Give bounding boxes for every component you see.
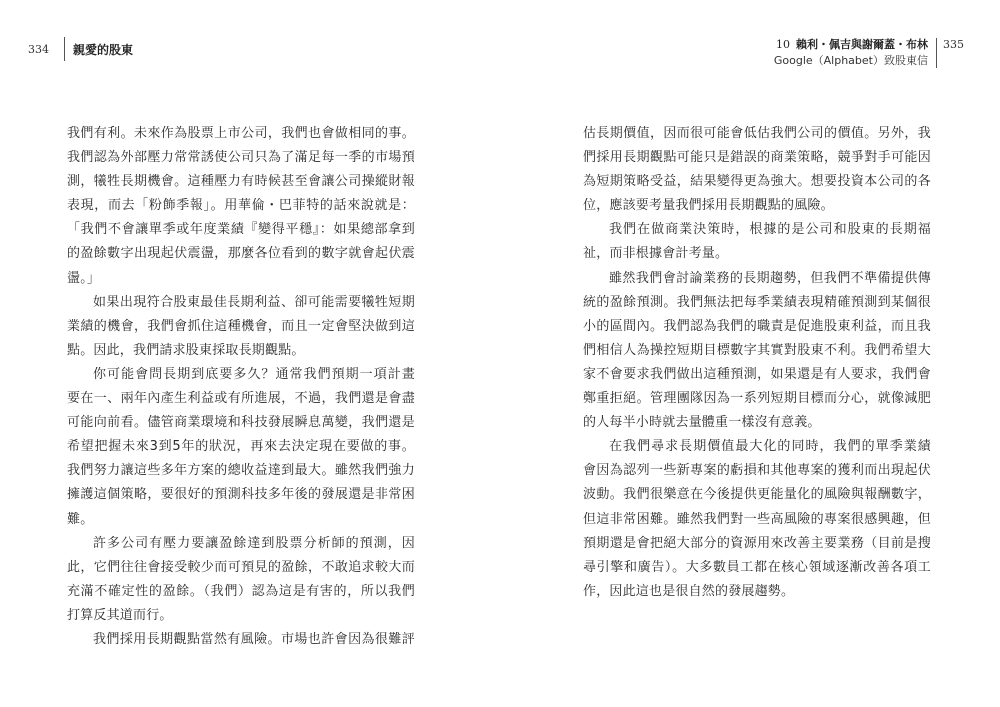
text-line: 祉，而非根據會計考量。 (583, 246, 729, 262)
text-line: 充滿不確定性的盈餘。（我們）認為這是有害的，所以我們 (67, 583, 415, 599)
text-line: 測，犧牲長期機會。這種壓力有時候甚至會讓公司操縱財報 (67, 174, 415, 190)
text-line: 如果出現符合股東最佳長期利益、卻可能需要犧牲短期 (93, 294, 415, 310)
chapter-number: 10 (776, 38, 790, 51)
text-line: 要在一、兩年內產生利益或有所進展，不過，我們還是會盡 (67, 391, 415, 407)
header-divider (64, 37, 65, 61)
text-line: 我們認為外部壓力常常誘使公司只為了滿足每一季的市場預 (67, 150, 415, 166)
text-line: 我們努力讓這些多年方案的總收益達到最大。雖然我們強力 (67, 463, 415, 479)
text-line: 預期還是會把絕大部分的資源用來改善主要業務（目前是搜 (583, 535, 931, 551)
text-line: 表現，而去「粉飾季報」。用華倫・巴菲特的話來說就是： (67, 198, 415, 214)
chapter-title-line (774, 37, 928, 53)
text-line: 小的區間內。我們認為我們的職責是促進股東利益，而且我 (583, 318, 931, 334)
text-line: 擁護這個策略，要很好的預測科技多年後的發展還是非常困 (67, 487, 415, 503)
text-line: 但這非常困難。雖然我們對一些高風險的專案很感興趣，但 (583, 511, 931, 527)
text-line: 鄭重拒絕。管理團隊因為一系列短期目標而分心，就像減肥 (583, 391, 931, 407)
text-line: 為短期策略受益，結果變得更為強大。想要投資本公司的各 (583, 174, 931, 190)
text-line: 統的盈餘預測。我們無法把每季業績表現精確預測到某個很 (583, 294, 931, 310)
text-line: 作，因此這也是很自然的發展趨勢。 (583, 583, 795, 599)
text-line: 難。 (67, 511, 94, 527)
text-line: 的盈餘數字出現起伏震盪，那麼各位看到的數字就會起伏震 (67, 246, 415, 262)
right-running-header (774, 37, 964, 69)
text-line: 在我們尋求長期價值最大化的同時，我們的單季業績 (609, 439, 931, 455)
text-line: 此，它們往往會接受較少而可預見的盈餘，不敢追求較大而 (67, 559, 415, 575)
chapter-title: 賴利・佩吉與謝爾蓋・布林 (796, 38, 928, 51)
header-divider (936, 38, 937, 68)
right-page-body (583, 122, 931, 604)
text-line: 雖然我們會討論業務的長期趨勢，但我們不準備提供傳 (609, 270, 931, 286)
text-line: 許多公司有壓力要讓盈餘達到股票分析師的預測，因 (93, 535, 415, 551)
text-line: 位，應該要考量我們採用長期觀點的風險。 (583, 198, 834, 214)
text-line: 你可能會問長期到底要多久？通常我們預期一項計畫 (93, 366, 415, 382)
text-line: 會因為認列一些新專案的虧損和其他專案的獲利而出現起伏 (583, 463, 931, 479)
text-line: 們相信人為操控短期目標數字其實對股東不利。我們希望大 (583, 342, 931, 358)
text-line: 我們採用長期觀點當然有風險。市場也許會因為很難評 (93, 631, 415, 647)
text-line: 尋引擎和廣告）。大多數員工都在核心領域逐漸改善各項工 (583, 559, 931, 575)
text-line: 們採用長期觀點可能只是錯誤的商業策略，競爭對手可能因 (583, 150, 931, 166)
chapter-heading (774, 37, 928, 69)
text-line: 希望把握未來3到5年的狀況，再來去決定現在要做的事。 (67, 439, 415, 455)
left-page-number: 334 (28, 42, 49, 56)
left-page-body (67, 122, 415, 652)
right-page-number: 335 (943, 38, 964, 51)
text-line: 波動。我們很樂意在今後提供更能量化的風險與報酬數字， (583, 487, 931, 503)
text-line: 的人每半小時就去量體重一樣沒有意義。 (583, 415, 821, 431)
text-line: 我們有利。未來作為股票上市公司，我們也會做相同的事。 (67, 126, 415, 141)
text-line: 打算反其道而行。 (67, 607, 173, 623)
left-running-header (28, 38, 133, 60)
book-title: 親愛的股東 (73, 42, 134, 57)
text-line: 家不會要求我們做出這種預測，如果還是有人要求，我們會 (583, 366, 931, 382)
text-line: 點。因此，我們請求股東採取長期觀點。 (67, 342, 305, 358)
text-line: 我們在做商業決策時，根據的是公司和股東的長期福 (609, 222, 931, 238)
text-line: 「我們不會讓單季或年度業績『變得平穩』：如果總部拿到 (67, 222, 415, 238)
text-line: 估長期價值，因而很可能會低估我們公司的價值。另外，我 (583, 126, 931, 141)
text-line: 可能向前看。儘管商業環境和科技發展瞬息萬變，我們還是 (67, 415, 415, 431)
text-line: 業績的機會，我們會抓住這種機會，而且一定會堅決做到這 (67, 318, 415, 334)
text-line: 盪。」 (67, 270, 101, 286)
chapter-subtitle: Google（Alphabet）致股東信 (773, 54, 928, 67)
